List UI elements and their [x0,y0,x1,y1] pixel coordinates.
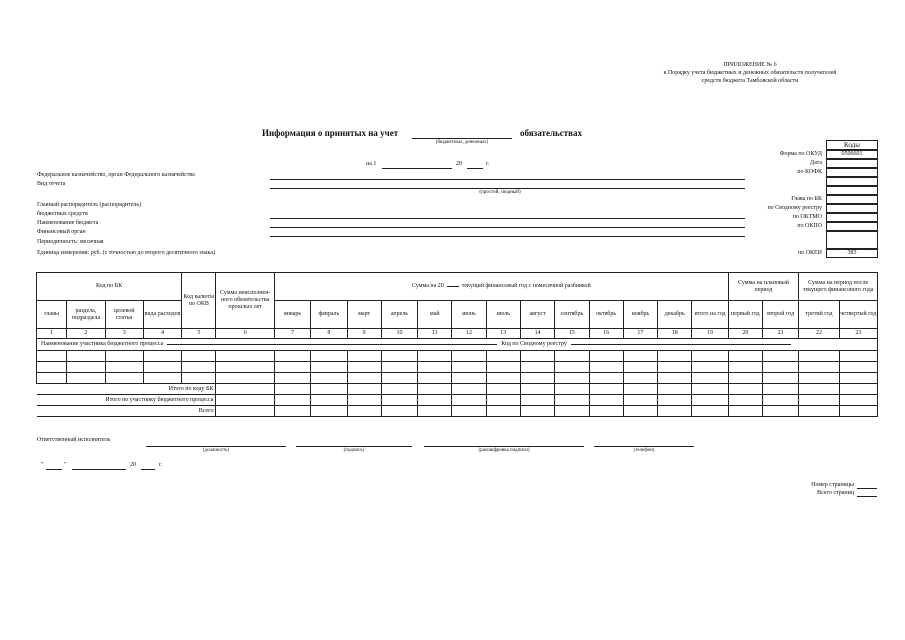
field-budget-name: Наименование бюджета [37,220,99,226]
total-cell[interactable] [520,395,554,406]
sig-date-year-line [141,469,155,470]
code-value-box[interactable]: 383 [826,249,878,258]
header-summa-tek [274,273,728,301]
table-cell[interactable] [589,351,623,362]
total-cell[interactable] [381,406,417,417]
table-cell[interactable] [347,373,381,384]
column-number: 1 [37,329,67,339]
column-number: 16 [589,329,623,339]
table-cell[interactable] [311,373,347,384]
code-value-box[interactable] [826,159,878,168]
total-cell[interactable] [799,395,839,406]
title-suffix: обязательствах [520,128,583,138]
table-cell[interactable] [486,362,520,373]
column-number: 9 [347,329,381,339]
total-cell[interactable] [623,384,657,395]
column-number: 17 [623,329,657,339]
table-cell[interactable] [37,373,67,384]
subheader-cell: главы [37,301,67,329]
date-na: на 1 [366,161,377,167]
field-periodicity: Периодичность: месячная [37,239,104,245]
table-cell[interactable] [839,351,877,362]
code-value-box[interactable] [826,186,878,195]
subheader-cell: январь [274,301,310,329]
column-number: 15 [555,329,589,339]
code-value-box[interactable] [826,177,878,186]
subheader-cell: итого на год [692,301,728,329]
participant-blank [167,344,497,345]
total-cell[interactable] [728,384,762,395]
table-row [37,362,878,373]
phone-line [594,446,694,447]
table-cell[interactable] [728,351,762,362]
table-cell[interactable] [216,373,274,384]
table-cell[interactable] [839,373,877,384]
table-cell[interactable] [381,362,417,373]
table-cell[interactable] [274,373,310,384]
code-label: Глава по БК [791,196,822,202]
page-number-line [857,488,877,489]
column-number: 3 [105,329,143,339]
table-cell[interactable] [555,351,589,362]
table-cell[interactable] [182,362,216,373]
total-cell[interactable] [381,384,417,395]
table-cell[interactable] [799,373,839,384]
code-label: по ОКТМО [792,214,822,220]
code-label: по ОКЕИ [797,250,822,256]
code-value-box[interactable] [826,231,878,249]
code-label: Форма по ОКУД [779,151,822,157]
table-cell[interactable] [728,362,762,373]
total-cell[interactable] [486,395,520,406]
header-plan: Сумма на плановый период [728,273,799,301]
subheader-cell: второй год [762,301,798,329]
column-number: 5 [182,329,216,339]
column-number: 12 [452,329,486,339]
column-number: 11 [418,329,452,339]
column-number: 21 [762,329,798,339]
total-cell[interactable] [839,406,877,417]
total-cell[interactable] [762,384,798,395]
total-cell[interactable] [728,406,762,417]
appendix-line1: ПРИЛОЖЕНИЕ № 6 [723,62,777,68]
total-cell[interactable] [623,406,657,417]
header-summa-tek-suffix: текущий финансовый год с помесячной разбивкой [461,283,591,289]
table-cell[interactable] [105,351,143,362]
total-cell[interactable] [216,395,274,406]
table-cell[interactable] [623,373,657,384]
subheader-cell: ноябрь [623,301,657,329]
table-cell[interactable] [418,362,452,373]
column-number: 14 [520,329,554,339]
table-cell[interactable] [216,351,274,362]
sig-date-quote-open: " [41,462,44,468]
sig-date-g: г. [159,462,163,468]
table-cell[interactable] [143,351,181,362]
total-cell[interactable] [658,384,692,395]
total-cell[interactable] [799,406,839,417]
subheader-cell: третий год [799,301,839,329]
column-number: 18 [658,329,692,339]
date-year-line [467,168,483,169]
code-label: по КОФК [797,169,822,175]
appendix-line3: средств бюджета Тамбовской области [701,78,799,84]
table-cell[interactable] [486,351,520,362]
total-cell[interactable] [418,395,452,406]
table-cell[interactable] [520,351,554,362]
table-cell[interactable] [799,362,839,373]
column-number: 19 [692,329,728,339]
code-label: Дата [810,160,822,166]
column-number: 8 [311,329,347,339]
subheader-cell: июль [486,301,520,329]
subheader-cell: октябрь [589,301,623,329]
total-cell[interactable] [658,406,692,417]
table-cell[interactable] [105,362,143,373]
total-cell[interactable] [486,384,520,395]
table-cell[interactable] [520,373,554,384]
table-cell[interactable] [216,362,274,373]
sig-date-quote-close: " [64,462,67,468]
subheader-cell: целевой статьи [105,301,143,329]
pages-total-label: Всего страниц [817,490,854,496]
table-cell[interactable] [418,351,452,362]
table-cell[interactable] [658,362,692,373]
total-cell[interactable] [762,395,798,406]
table-cell[interactable] [67,362,105,373]
date-year: 20 [456,161,462,167]
table-cell[interactable] [452,351,486,362]
table-cell[interactable] [799,351,839,362]
total-participant-label: Итого по участнику бюджетного процесса [37,395,216,406]
total-cell[interactable] [274,395,310,406]
table-cell[interactable] [311,351,347,362]
code-value-box[interactable] [826,195,878,204]
date-day-line [382,168,452,169]
subheader-cell: первый год [728,301,762,329]
table-cell[interactable] [589,373,623,384]
column-number: 6 [216,329,274,339]
table-cell[interactable] [623,351,657,362]
header-after: Сумма на период после текущего финансового года [799,273,878,301]
table-cell[interactable] [762,373,798,384]
field-budget-line [270,227,745,228]
total-cell[interactable] [692,384,728,395]
field-report-caption: (простой, сводный) [479,190,521,195]
field-unit: Единица измерения: руб. (с точностью до второго десятичного знака) [37,250,215,256]
pages-total-line [857,496,877,497]
table-cell[interactable] [839,362,877,373]
table-cell[interactable] [381,351,417,362]
participant-label: Наименование участника бюджетного процесса [41,341,164,347]
table-cell[interactable] [418,373,452,384]
total-cell[interactable] [589,384,623,395]
total-cell[interactable] [692,406,728,417]
title-caption: (бюджетных, денежных) [435,140,489,145]
total-cell[interactable] [658,395,692,406]
table-cell[interactable] [452,362,486,373]
total-cell[interactable] [839,395,877,406]
header-summa-neisp: Сумма неисполнен-ного обязательства прошлых лет [216,273,274,329]
table-cell[interactable] [274,362,310,373]
total-cell[interactable] [555,395,589,406]
appendix-line2: к Порядку учета бюджетных и денежных обязательств получателей [663,70,837,76]
code-label: по ОКПО [797,223,822,229]
column-number: 4 [143,329,181,339]
decode-caption: (расшифровка подписи) [478,448,530,453]
total-cell[interactable] [347,406,381,417]
table-cell[interactable] [37,362,67,373]
subheader-cell: раздела, подраздела [67,301,105,329]
title-prefix: Информация о принятых на учет [262,128,399,138]
participant-row [37,339,878,351]
position-line [146,446,286,447]
field-report-type: Вид отчета [37,181,66,187]
code-value-box[interactable] [826,204,878,213]
subheader-cell: четвертый год [839,301,877,329]
table-cell[interactable] [452,373,486,384]
total-cell[interactable] [311,395,347,406]
total-cell[interactable] [589,406,623,417]
field-report-line [270,188,745,189]
total-cell[interactable] [452,384,486,395]
subheader-cell: декабрь [658,301,692,329]
field-treasury-line [270,179,745,180]
obligations-table [36,272,878,417]
phone-caption: (телефон) [633,448,655,453]
column-number: 7 [274,329,310,339]
table-cell[interactable] [486,373,520,384]
header-kod-valyuty: Код валюты по ОКВ [182,273,216,329]
column-number: 10 [381,329,417,339]
table-cell[interactable] [105,373,143,384]
total-cell[interactable] [839,384,877,395]
column-number: 13 [486,329,520,339]
total-cell[interactable] [311,406,347,417]
code-value-box[interactable] [826,222,878,231]
registry-label: Код по Сводному реестру [501,341,567,347]
total-cell[interactable] [418,406,452,417]
total-cell[interactable] [555,406,589,417]
total-cell[interactable] [520,406,554,417]
codes-header-box [826,140,878,150]
table-cell[interactable] [658,373,692,384]
table-cell[interactable] [520,362,554,373]
column-number: 22 [799,329,839,339]
table-cell[interactable] [37,351,67,362]
table-cell[interactable] [658,351,692,362]
sig-date-year: 20 [130,462,136,468]
field-treasury: Федеральное казначейство, орган Федерального казначейства [37,172,195,178]
total-cell[interactable] [347,384,381,395]
page-number-label: Номер страницы [811,482,854,488]
total-cell[interactable] [274,384,310,395]
header-year-blank [447,286,459,287]
table-cell[interactable] [692,373,728,384]
subheader-cell: июнь [452,301,486,329]
table-cell[interactable] [274,351,310,362]
table-cell[interactable] [623,362,657,373]
total-cell[interactable] [762,406,798,417]
total-cell[interactable] [347,395,381,406]
codes-header: Коды [844,141,860,149]
subheader-cell: февраль [311,301,347,329]
table-cell[interactable] [311,362,347,373]
total-cell[interactable] [311,384,347,395]
code-label: по Сводному реестру [767,205,822,211]
total-cell[interactable] [274,406,310,417]
field-fin-body: Финансовый орган [37,229,86,235]
subheader-cell: апрель [381,301,417,329]
responsible-label: Ответственный исполнитель [37,437,111,443]
field-recipient: бюджетных средств [37,211,88,217]
table-cell[interactable] [347,351,381,362]
subheader-cell: вида расходов [143,301,181,329]
table-cell[interactable] [555,373,589,384]
total-cell[interactable] [555,384,589,395]
code-value-box[interactable] [826,168,878,177]
decode-line [424,446,584,447]
code-value-box[interactable]: 0506601 [826,150,878,159]
signature-line [296,446,412,447]
table-cell[interactable] [762,351,798,362]
total-cell[interactable] [799,384,839,395]
total-cell[interactable] [728,395,762,406]
table-cell[interactable] [728,373,762,384]
total-cell[interactable] [381,395,417,406]
total-cell[interactable] [486,406,520,417]
position-caption: (должность) [202,448,230,453]
field-fin-line [270,236,745,237]
total-all-label: Всего [37,406,216,417]
table-cell[interactable] [67,373,105,384]
total-cell[interactable] [692,395,728,406]
total-cell[interactable] [216,406,274,417]
column-number: 23 [839,329,877,339]
table-row [37,373,878,384]
header-kod-bk: Код по БК [37,273,182,301]
signature-caption: (подпись) [343,448,365,453]
subheader-cell: март [347,301,381,329]
table-cell[interactable] [381,373,417,384]
subheader-cell: май [418,301,452,329]
total-cell[interactable] [623,395,657,406]
total-cell[interactable] [452,395,486,406]
table-cell[interactable] [347,362,381,373]
table-cell[interactable] [589,362,623,373]
table-cell[interactable] [182,351,216,362]
total-cell[interactable] [589,395,623,406]
total-cell[interactable] [216,384,274,395]
subheader-cell: сентябрь [555,301,589,329]
total-cell[interactable] [520,384,554,395]
registry-blank [571,344,791,345]
title-blank-line [412,138,512,139]
date-g: г. [486,161,490,167]
header-summa-tek-prefix: Сумма на 20 [411,283,444,289]
table-cell[interactable] [143,373,181,384]
code-value-box[interactable] [826,213,878,222]
column-number: 20 [728,329,762,339]
table-row [37,351,878,362]
table-cell[interactable] [67,351,105,362]
field-manager: Главный распорядитель (распорядитель) [37,202,142,208]
total-cell[interactable] [418,384,452,395]
table-cell[interactable] [555,362,589,373]
sig-date-day-line [46,469,62,470]
table-cell[interactable] [692,362,728,373]
table-cell[interactable] [182,373,216,384]
table-cell[interactable] [692,351,728,362]
table-cell[interactable] [143,362,181,373]
total-cell[interactable] [452,406,486,417]
table-cell[interactable] [762,362,798,373]
column-number: 2 [67,329,105,339]
sig-date-month-line [72,469,126,470]
field-manager-line [270,218,745,219]
subheader-cell: август [520,301,554,329]
total-bk-label: Итого по коду БК [37,384,216,395]
